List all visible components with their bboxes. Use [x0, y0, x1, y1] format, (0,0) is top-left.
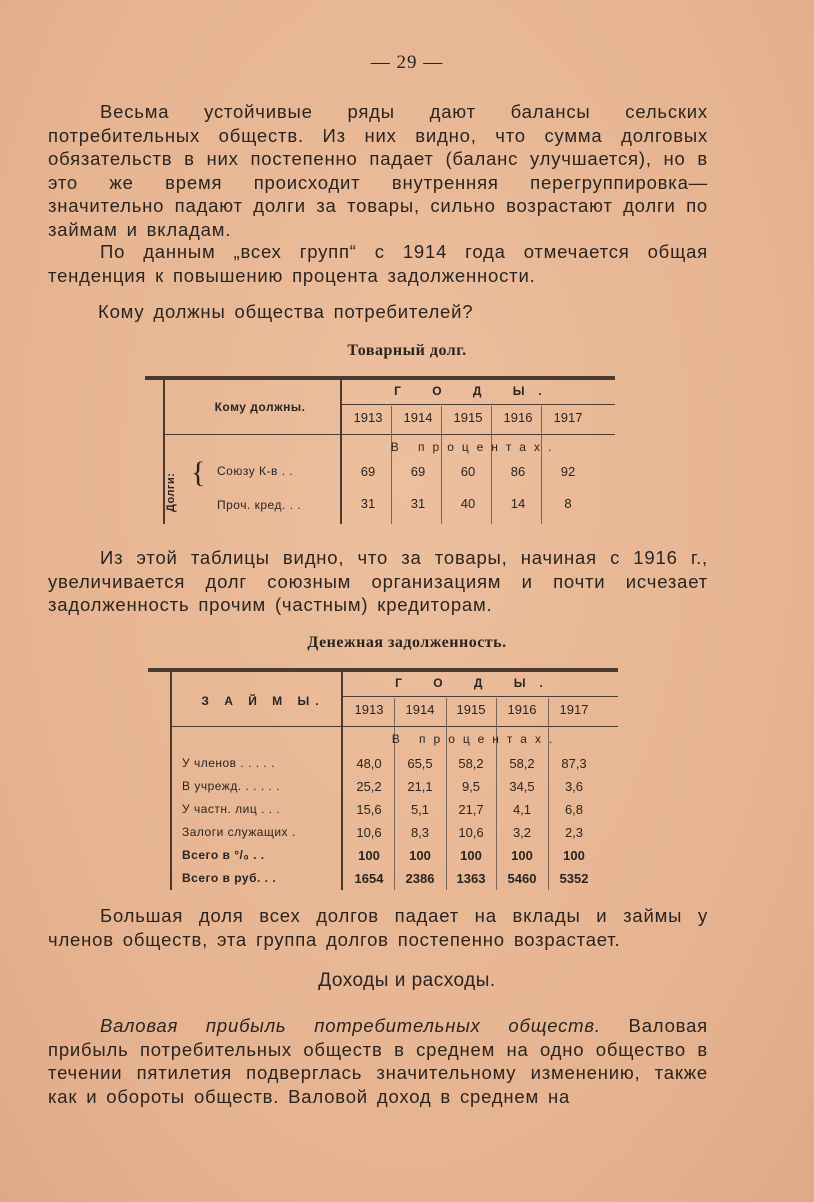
table-cell: 58,2	[458, 756, 484, 771]
table-cell: 100	[563, 848, 585, 863]
year-cell: 1913	[354, 702, 384, 717]
table-cell: 15,6	[356, 802, 382, 817]
table-cell: 31	[360, 496, 376, 511]
paragraph-after-table1: Из этой таблицы видно, что за товары, начиная с 1916 г., увеличивается долг союзным организациям и почти исчезает задолженность прочим (частным) кредиторам.	[48, 547, 708, 615]
section-heading: Доходы и расходы.	[318, 970, 496, 991]
unit-label: В процентах.	[390, 440, 560, 454]
table-top-rule	[148, 668, 618, 672]
table-cell: 5,1	[410, 802, 430, 817]
table-cell: 48,0	[356, 756, 382, 771]
table-cell: 21,7	[458, 802, 484, 817]
table-cell: 65,5	[407, 756, 433, 771]
table-cell: 58,2	[509, 756, 535, 771]
table-monetary-debt	[148, 668, 618, 890]
table-years-rule	[340, 404, 615, 405]
paragraph-1: Весьма устойчивые ряды дают балансы сельских потребительных обществ. Из них видно, что сумма долговых обязательств в них постепенно падает (баланс улучшается), но в это же время происходит внутренняя перегруппировка— значительно падают долги за товары, сильно возрастают долги по займам и вкладам.	[48, 101, 708, 240]
table-left-rule	[170, 672, 172, 890]
row-label: Всего в °/₀ . .	[182, 848, 265, 862]
row-label: В учрежд. . . . . .	[182, 779, 281, 793]
table-cell: 1654	[354, 871, 384, 886]
table1-title: Товарный долг.	[347, 342, 467, 359]
year-cell: 1913	[353, 410, 383, 425]
table-cell: 60	[460, 464, 476, 479]
table-cell: 1363	[456, 871, 486, 886]
table-top-rule	[145, 376, 615, 380]
year-cell: 1914	[405, 702, 435, 717]
table-cell: 69	[410, 464, 426, 479]
paragraph-last	[48, 1014, 708, 1108]
years-label: Г О Д Ы.	[394, 384, 556, 398]
row-label: У частн. лиц . . .	[182, 802, 281, 816]
table-cell: 5460	[507, 871, 537, 886]
table2-title: Денежная задолженность.	[307, 634, 507, 651]
table-cell: 10,6	[458, 825, 484, 840]
year-cell: 1916	[507, 702, 537, 717]
paragraph-3: Кому должны общества потребителей?	[98, 301, 474, 322]
row-label: Союзу К-в . .	[217, 464, 294, 478]
table-cell: 69	[360, 464, 376, 479]
table-header-divider	[340, 380, 342, 524]
table-cell: 100	[460, 848, 482, 863]
table-cell: 86	[510, 464, 526, 479]
table-header-divider	[341, 672, 343, 890]
table-cell: 6,8	[564, 802, 584, 817]
table-cell: 100	[409, 848, 431, 863]
table-cell: 2386	[405, 871, 435, 886]
brace-icon: {	[191, 456, 206, 489]
table-years-rule	[341, 696, 618, 697]
paragraph-text: Валовая прибыль потребительных обществ в среднем на одно общество в течении пятилетия подверглась значительному изменению, также как и обороты обществ. Валовой доход в среднем на	[48, 1015, 708, 1107]
table-commodity-debt	[145, 376, 615, 524]
year-cell: 1915	[453, 410, 483, 425]
table-cell: 3,2	[512, 825, 532, 840]
table-header-rule	[163, 434, 615, 435]
table-cell: 31	[410, 496, 426, 511]
table-cell: 14	[510, 496, 526, 511]
table-head-label: З А Й М Ы.	[201, 694, 325, 708]
year-cell: 1917	[559, 702, 589, 717]
year-cell: 1915	[456, 702, 486, 717]
table-cell: 8	[564, 496, 572, 511]
page-number: — 29 —	[370, 52, 444, 73]
unit-label: В процентах.	[391, 732, 561, 746]
row-label: У членов . . . . .	[182, 756, 275, 770]
table-cell: 87,3	[561, 756, 587, 771]
years-label: Г О Д Ы.	[395, 676, 557, 690]
table-cell: 10,6	[356, 825, 382, 840]
table-cell: 2,3	[564, 825, 584, 840]
table-cell: 40	[460, 496, 476, 511]
table-cell: 25,2	[356, 779, 382, 794]
row-label: Всего в руб. . .	[182, 871, 277, 885]
paragraph-2: По данным „всех групп“ с 1914 года отмечается общая тенденция к повышению процента задолженности.	[48, 241, 708, 286]
row-label: Проч. кред. . .	[217, 498, 302, 512]
table-cell: 100	[511, 848, 533, 863]
table-cell: 3,6	[564, 779, 584, 794]
side-label: Долги:	[165, 472, 177, 512]
table-cell: 4,1	[512, 802, 532, 817]
table-cell: 34,5	[509, 779, 535, 794]
table-cell: 92	[560, 464, 576, 479]
paragraph-after-table2: Большая доля всех долгов падает на вклады и займы у членов обществ, эта группа долгов постепенно возрастает.	[48, 905, 708, 950]
year-cell: 1914	[403, 410, 433, 425]
table-head-label: Кому должны.	[214, 400, 306, 414]
table-cell: 9,5	[461, 779, 481, 794]
table-cell: 5352	[559, 871, 589, 886]
table-cell: 8,3	[410, 825, 430, 840]
table-cell: 21,1	[407, 779, 433, 794]
table-cell: 100	[358, 848, 380, 863]
row-label: Залоги служащих .	[182, 825, 296, 839]
year-cell: 1916	[503, 410, 533, 425]
paragraph-lead-italic: Валовая прибыль потребительных обществ.	[100, 1015, 601, 1036]
year-cell: 1917	[553, 410, 583, 425]
